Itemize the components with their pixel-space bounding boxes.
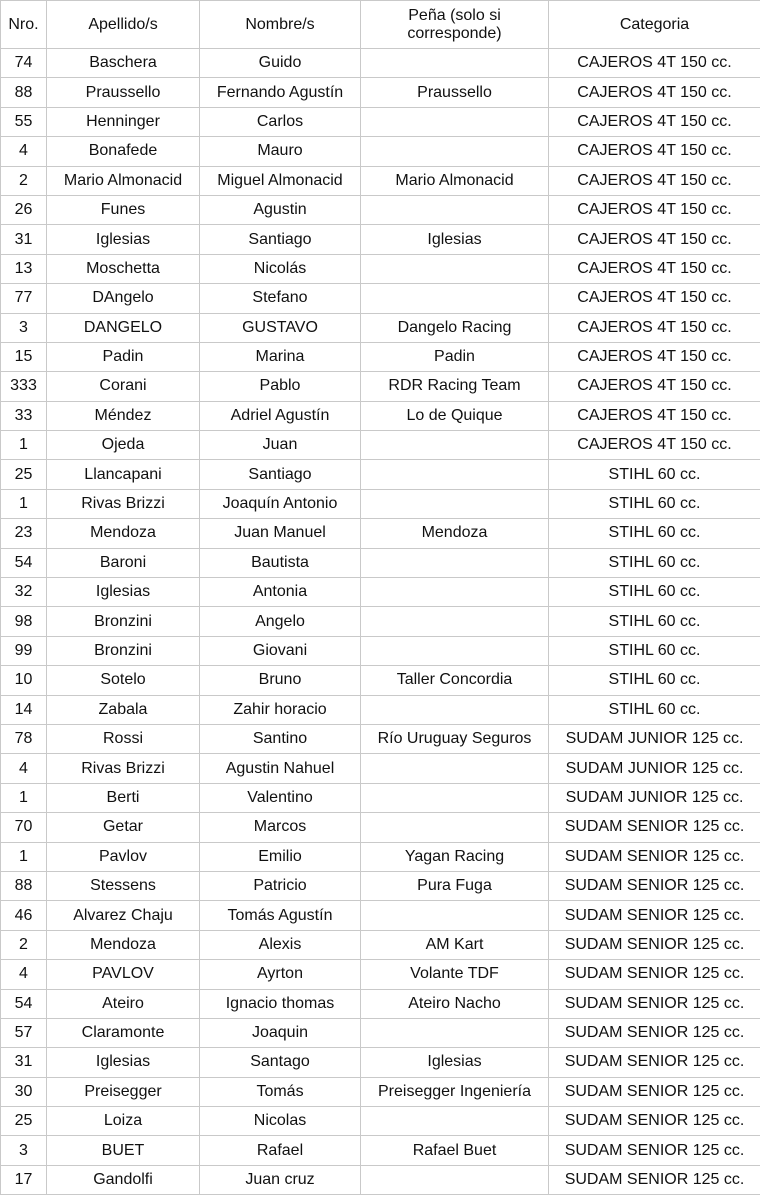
table-row [1, 78, 760, 107]
cell-number: 88 [1, 871, 47, 900]
cell-name: Antonia [200, 578, 361, 607]
cell-name: Agustin [200, 195, 361, 224]
cell-surname: Stessens [47, 871, 200, 900]
cell-surname: Iglesias [47, 578, 200, 607]
cell-team [361, 695, 549, 724]
cell-name: Bruno [200, 666, 361, 695]
cell-team: Río Uruguay Seguros [361, 724, 549, 753]
cell-number: 98 [1, 607, 47, 636]
table-row [1, 1077, 760, 1106]
cell-team: AM Kart [361, 930, 549, 959]
cell-number: 15 [1, 342, 47, 371]
cell-surname: Mendoza [47, 519, 200, 548]
table-row [1, 225, 760, 254]
cell-surname: Alvarez Chaju [47, 901, 200, 930]
cell-number: 4 [1, 137, 47, 166]
cell-name: Rafael [200, 1136, 361, 1165]
table-row [1, 313, 760, 342]
cell-number: 1 [1, 431, 47, 460]
cell-category: CAJEROS 4T 150 cc. [549, 342, 760, 371]
cell-surname: Corani [47, 372, 200, 401]
cell-team [361, 636, 549, 665]
cell-surname: Mendoza [47, 930, 200, 959]
table-row [1, 460, 760, 489]
cell-surname: Ojeda [47, 431, 200, 460]
cell-team [361, 137, 549, 166]
table-row [1, 107, 760, 136]
cell-surname: Sotelo [47, 666, 200, 695]
cell-category: STIHL 60 cc. [549, 460, 760, 489]
cell-name: Patricio [200, 871, 361, 900]
cell-number: 55 [1, 107, 47, 136]
cell-category: CAJEROS 4T 150 cc. [549, 431, 760, 460]
cell-name: Ignacio thomas [200, 989, 361, 1018]
table-row [1, 401, 760, 430]
table-row [1, 578, 760, 607]
cell-name: Guido [200, 49, 361, 78]
cell-name: Alexis [200, 930, 361, 959]
cell-category: SUDAM SENIOR 125 cc. [549, 842, 760, 871]
table-row [1, 372, 760, 401]
cell-surname: Padin [47, 342, 200, 371]
cell-category: STIHL 60 cc. [549, 666, 760, 695]
cell-name: Pablo [200, 372, 361, 401]
table-row [1, 49, 760, 78]
cell-number: 99 [1, 636, 47, 665]
cell-surname: Bronzini [47, 607, 200, 636]
cell-team: Lo de Quique [361, 401, 549, 430]
table-row [1, 519, 760, 548]
cell-team: Volante TDF [361, 960, 549, 989]
cell-number: 1 [1, 489, 47, 518]
cell-category: SUDAM SENIOR 125 cc. [549, 1077, 760, 1106]
cell-team: Padin [361, 342, 549, 371]
cell-surname: Llancapani [47, 460, 200, 489]
cell-team [361, 431, 549, 460]
cell-category: SUDAM SENIOR 125 cc. [549, 1165, 760, 1194]
cell-category: SUDAM JUNIOR 125 cc. [549, 754, 760, 783]
cell-team [361, 783, 549, 812]
table-row [1, 137, 760, 166]
cell-category: SUDAM SENIOR 125 cc. [549, 1048, 760, 1077]
table-row [1, 489, 760, 518]
cell-category: STIHL 60 cc. [549, 489, 760, 518]
table-row [1, 636, 760, 665]
cell-team [361, 460, 549, 489]
cell-team: Mario Almonacid [361, 166, 549, 195]
cell-surname: DANGELO [47, 313, 200, 342]
cell-category: CAJEROS 4T 150 cc. [549, 313, 760, 342]
cell-number: 77 [1, 284, 47, 313]
table-row [1, 842, 760, 871]
cell-category: CAJEROS 4T 150 cc. [549, 254, 760, 283]
table-row [1, 871, 760, 900]
cell-team: Ateiro Nacho [361, 989, 549, 1018]
cell-surname: Iglesias [47, 225, 200, 254]
cell-name: Adriel Agustín [200, 401, 361, 430]
cell-team [361, 489, 549, 518]
cell-surname: Rossi [47, 724, 200, 753]
cell-category: SUDAM SENIOR 125 cc. [549, 871, 760, 900]
cell-number: 1 [1, 842, 47, 871]
cell-number: 54 [1, 548, 47, 577]
cell-surname: Baroni [47, 548, 200, 577]
cell-number: 10 [1, 666, 47, 695]
cell-number: 70 [1, 813, 47, 842]
cell-name: Ayrton [200, 960, 361, 989]
cell-name: Giovani [200, 636, 361, 665]
cell-category: CAJEROS 4T 150 cc. [549, 225, 760, 254]
table-row [1, 724, 760, 753]
cell-name: Santiago [200, 225, 361, 254]
cell-category: SUDAM SENIOR 125 cc. [549, 930, 760, 959]
cell-number: 30 [1, 1077, 47, 1106]
cell-team: Taller Concordia [361, 666, 549, 695]
cell-number: 88 [1, 78, 47, 107]
cell-name: Tomás Agustín [200, 901, 361, 930]
cell-number: 33 [1, 401, 47, 430]
cell-name: Joaquin [200, 1018, 361, 1047]
cell-surname: Bronzini [47, 636, 200, 665]
cell-number: 54 [1, 989, 47, 1018]
cell-name: Valentino [200, 783, 361, 812]
table-body [1, 49, 760, 1195]
cell-number: 17 [1, 1165, 47, 1194]
cell-category: STIHL 60 cc. [549, 578, 760, 607]
cell-number: 26 [1, 195, 47, 224]
cell-name: GUSTAVO [200, 313, 361, 342]
cell-surname: Getar [47, 813, 200, 842]
cell-name: Angelo [200, 607, 361, 636]
table-row [1, 548, 760, 577]
cell-team: Iglesias [361, 225, 549, 254]
cell-surname: Moschetta [47, 254, 200, 283]
cell-category: SUDAM SENIOR 125 cc. [549, 1136, 760, 1165]
table-row [1, 1048, 760, 1077]
table-row [1, 1018, 760, 1047]
cell-category: SUDAM SENIOR 125 cc. [549, 960, 760, 989]
cell-category: SUDAM SENIOR 125 cc. [549, 989, 760, 1018]
cell-name: Fernando Agustín [200, 78, 361, 107]
cell-name: Miguel Almonacid [200, 166, 361, 195]
cell-number: 32 [1, 578, 47, 607]
cell-team [361, 107, 549, 136]
cell-team [361, 813, 549, 842]
cell-name: Santago [200, 1048, 361, 1077]
cell-name: Bautista [200, 548, 361, 577]
table-row [1, 754, 760, 783]
cell-surname: Funes [47, 195, 200, 224]
cell-name: Santiago [200, 460, 361, 489]
cell-number: 13 [1, 254, 47, 283]
table-row [1, 901, 760, 930]
cell-number: 57 [1, 1018, 47, 1047]
cell-surname: PAVLOV [47, 960, 200, 989]
cell-number: 31 [1, 1048, 47, 1077]
table-row [1, 783, 760, 812]
table-row [1, 1107, 760, 1136]
cell-team [361, 1018, 549, 1047]
cell-team: RDR Racing Team [361, 372, 549, 401]
cell-number: 31 [1, 225, 47, 254]
cell-team: Rafael Buet [361, 1136, 549, 1165]
cell-team [361, 284, 549, 313]
cell-surname: Ateiro [47, 989, 200, 1018]
cell-category: STIHL 60 cc. [549, 548, 760, 577]
table-row [1, 284, 760, 313]
cell-category: CAJEROS 4T 150 cc. [549, 372, 760, 401]
table-row [1, 254, 760, 283]
cell-surname: Rivas Brizzi [47, 754, 200, 783]
cell-name: Marina [200, 342, 361, 371]
cell-team [361, 754, 549, 783]
cell-team: Preisegger Ingeniería [361, 1077, 549, 1106]
cell-surname: Praussello [47, 78, 200, 107]
cell-team: Praussello [361, 78, 549, 107]
cell-name: Mauro [200, 137, 361, 166]
cell-name: Santino [200, 724, 361, 753]
cell-name: Stefano [200, 284, 361, 313]
cell-category: STIHL 60 cc. [549, 695, 760, 724]
header-category: Categoria [549, 1, 760, 49]
cell-category: CAJEROS 4T 150 cc. [549, 195, 760, 224]
cell-number: 25 [1, 1107, 47, 1136]
table-row [1, 813, 760, 842]
cell-surname: Méndez [47, 401, 200, 430]
cell-number: 3 [1, 1136, 47, 1165]
cell-surname: Rivas Brizzi [47, 489, 200, 518]
cell-team [361, 254, 549, 283]
header-team: Peña (solo si corresponde) [361, 1, 549, 49]
cell-team: Dangelo Racing [361, 313, 549, 342]
cell-name: Juan [200, 431, 361, 460]
cell-number: 25 [1, 460, 47, 489]
cell-team: Mendoza [361, 519, 549, 548]
cell-category: SUDAM SENIOR 125 cc. [549, 1107, 760, 1136]
cell-surname: Claramonte [47, 1018, 200, 1047]
cell-team [361, 1107, 549, 1136]
cell-name: Juan cruz [200, 1165, 361, 1194]
cell-category: STIHL 60 cc. [549, 607, 760, 636]
cell-name: Zahir horacio [200, 695, 361, 724]
cell-category: SUDAM SENIOR 125 cc. [549, 813, 760, 842]
cell-team [361, 548, 549, 577]
cell-number: 78 [1, 724, 47, 753]
table-row [1, 930, 760, 959]
cell-team: Pura Fuga [361, 871, 549, 900]
cell-team [361, 901, 549, 930]
cell-number: 4 [1, 960, 47, 989]
table-row [1, 342, 760, 371]
table-row [1, 1165, 760, 1194]
cell-surname: Iglesias [47, 1048, 200, 1077]
header-row [1, 1, 760, 49]
cell-surname: Baschera [47, 49, 200, 78]
cell-category: CAJEROS 4T 150 cc. [549, 137, 760, 166]
cell-name: Tomás [200, 1077, 361, 1106]
table-row [1, 666, 760, 695]
cell-name: Nicolas [200, 1107, 361, 1136]
cell-name: Carlos [200, 107, 361, 136]
cell-category: SUDAM JUNIOR 125 cc. [549, 783, 760, 812]
cell-surname: Pavlov [47, 842, 200, 871]
cell-category: STIHL 60 cc. [549, 636, 760, 665]
cell-surname: Preisegger [47, 1077, 200, 1106]
cell-team [361, 1165, 549, 1194]
header-name: Nombre/s [200, 1, 361, 49]
cell-surname: Berti [47, 783, 200, 812]
table-row [1, 989, 760, 1018]
cell-category: CAJEROS 4T 150 cc. [549, 401, 760, 430]
cell-category: STIHL 60 cc. [549, 519, 760, 548]
cell-number: 1 [1, 783, 47, 812]
header-surname: Apellido/s [47, 1, 200, 49]
cell-team [361, 578, 549, 607]
cell-number: 2 [1, 166, 47, 195]
cell-name: Emilio [200, 842, 361, 871]
cell-name: Nicolás [200, 254, 361, 283]
cell-surname: BUET [47, 1136, 200, 1165]
cell-number: 333 [1, 372, 47, 401]
cell-number: 23 [1, 519, 47, 548]
cell-team [361, 49, 549, 78]
cell-category: SUDAM SENIOR 125 cc. [549, 1018, 760, 1047]
table-row [1, 195, 760, 224]
cell-category: CAJEROS 4T 150 cc. [549, 49, 760, 78]
cell-name: Joaquín Antonio [200, 489, 361, 518]
table-row [1, 431, 760, 460]
cell-number: 3 [1, 313, 47, 342]
table-row [1, 607, 760, 636]
cell-name: Juan Manuel [200, 519, 361, 548]
table-header [1, 1, 760, 49]
cell-surname: Zabala [47, 695, 200, 724]
cell-surname: Loiza [47, 1107, 200, 1136]
cell-category: CAJEROS 4T 150 cc. [549, 107, 760, 136]
cell-number: 46 [1, 901, 47, 930]
cell-team [361, 195, 549, 224]
cell-surname: DAngelo [47, 284, 200, 313]
table-row [1, 695, 760, 724]
cell-number: 2 [1, 930, 47, 959]
cell-number: 4 [1, 754, 47, 783]
cell-surname: Gandolfi [47, 1165, 200, 1194]
cell-number: 14 [1, 695, 47, 724]
cell-category: CAJEROS 4T 150 cc. [549, 284, 760, 313]
cell-name: Agustin Nahuel [200, 754, 361, 783]
cell-number: 74 [1, 49, 47, 78]
cell-team: Yagan Racing [361, 842, 549, 871]
cell-category: CAJEROS 4T 150 cc. [549, 78, 760, 107]
cell-surname: Bonafede [47, 137, 200, 166]
cell-team: Iglesias [361, 1048, 549, 1077]
table-row [1, 166, 760, 195]
cell-surname: Henninger [47, 107, 200, 136]
cell-team [361, 607, 549, 636]
cell-category: SUDAM JUNIOR 125 cc. [549, 724, 760, 753]
cell-name: Marcos [200, 813, 361, 842]
cell-category: SUDAM SENIOR 125 cc. [549, 901, 760, 930]
table-row [1, 960, 760, 989]
table-row [1, 1136, 760, 1165]
cell-surname: Mario Almonacid [47, 166, 200, 195]
header-number: Nro. [1, 1, 47, 49]
cell-category: CAJEROS 4T 150 cc. [549, 166, 760, 195]
